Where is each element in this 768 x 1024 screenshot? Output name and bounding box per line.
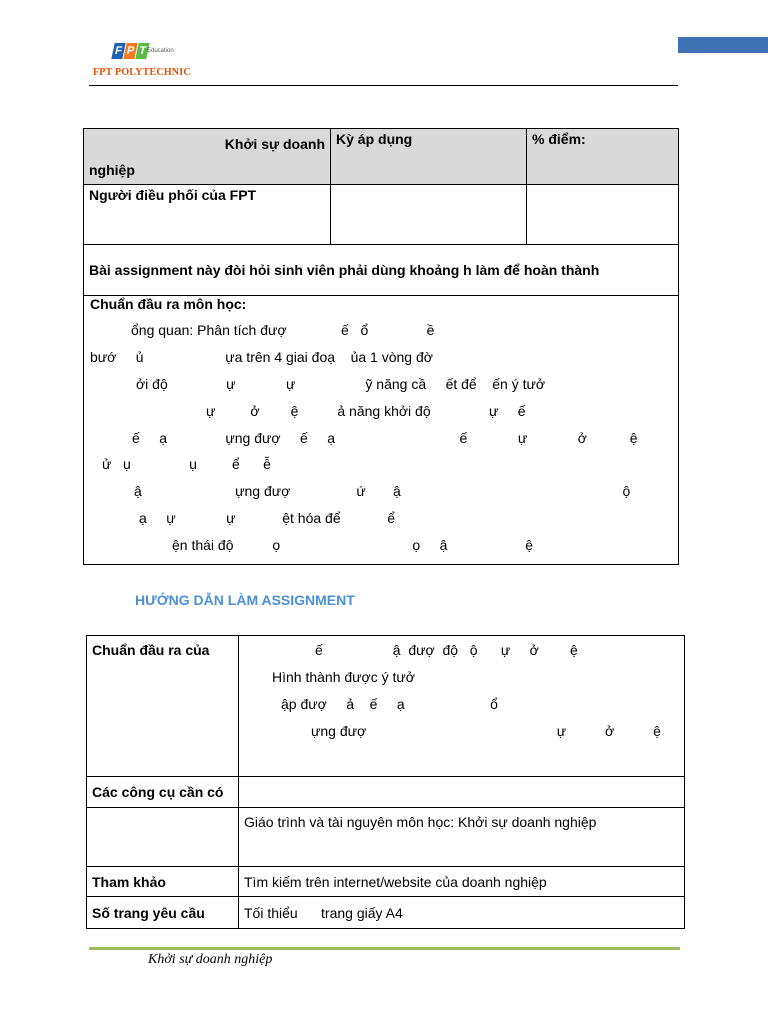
reference-value: Tìm kiếm trên internet/website của doanh nghiệp: [239, 867, 685, 897]
school-name: FPT POLYTECHNIC: [93, 67, 191, 78]
reference-label: Tham khảo: [87, 867, 239, 897]
tools-value: [239, 777, 685, 808]
coordinator-label: Người điều phối của FPT: [84, 185, 331, 245]
score-label: % điểm:: [527, 129, 679, 185]
outcome-line: ện thái độ ọ ọ ậ ệ: [172, 537, 534, 553]
header-divider: [89, 85, 678, 86]
logo-letter-f: F: [111, 43, 125, 59]
outcome-line: ự ở ệ ả năng khởi độ ự ế: [206, 403, 526, 419]
outcome-line: ởi độ ự ự ỹ năng cầ ết để ến ý tưở: [136, 376, 546, 392]
outcome-line: bướ ủ ựa trên 4 giai đoạ ủa 1 vòng đờ: [90, 349, 433, 365]
outcomes-title: Chuẩn đầu ra môn học:: [90, 296, 247, 312]
outcome-detail-line: ập đượ ả ế ạ ổ: [281, 696, 498, 712]
logo-subtitle: Education: [147, 48, 174, 54]
outcome-line: ậ ựng đượ ứ ậ ộ: [134, 483, 631, 499]
footer-course-name: Khởi sự doanh nghiệp: [148, 952, 273, 967]
header-accent-bar: [678, 37, 768, 53]
requirement-text: Bài assignment này đòi hỏi sinh viên phải dùng khoảng h làm để hoàn thành: [84, 245, 679, 296]
footer-divider: [89, 947, 680, 950]
outcome-label: Chuẩn đầu ra của: [87, 636, 239, 777]
course-name-line2: nghiệp: [89, 162, 135, 178]
term-label: Kỳ áp dụng: [331, 129, 527, 185]
score-value: [527, 185, 679, 245]
tools-label: Các công cụ cần có: [87, 777, 239, 808]
term-value: [331, 185, 527, 245]
course-name-cell: [84, 129, 331, 185]
resources-label: [87, 808, 239, 867]
outcomes-cell: [84, 296, 679, 565]
outcome-detail-cell: [239, 636, 685, 777]
outcome-line: ổng quan: Phân tích đượ ế ổ ề: [131, 322, 435, 338]
outcome-detail-line: ựng đượ ự ở ệ: [311, 723, 661, 739]
pages-value: Tối thiểu trang giấy A4: [239, 897, 685, 929]
course-info-table: [83, 128, 679, 565]
logo-letter-t: T: [135, 43, 149, 59]
section-title: HƯỚNG DẪN LÀM ASSIGNMENT: [135, 592, 355, 608]
outcome-line: ạ ự ự ệt hóa để ể: [139, 510, 396, 526]
resources-value: Giáo trình và tài nguyên môn học: Khởi sự doanh nghiệp: [239, 808, 685, 867]
fpt-logo: [113, 43, 148, 61]
outcome-line: ế ạ ựng đượ ế ạ ế ự ở ệ: [132, 430, 638, 446]
outcome-detail-line: Hình thành được ý tưở: [272, 669, 415, 685]
outcome-line: ử ụ ụ ể ễ: [102, 456, 271, 472]
assignment-guide-table: [86, 635, 685, 929]
course-name-line1: Khởi sự doanh: [224, 136, 325, 152]
logo-letter-p: P: [123, 43, 137, 59]
outcome-detail-line: ế ậ đượ độ ộ ự ở ệ: [315, 642, 578, 658]
pages-label: Số trang yêu cầu: [87, 897, 239, 929]
